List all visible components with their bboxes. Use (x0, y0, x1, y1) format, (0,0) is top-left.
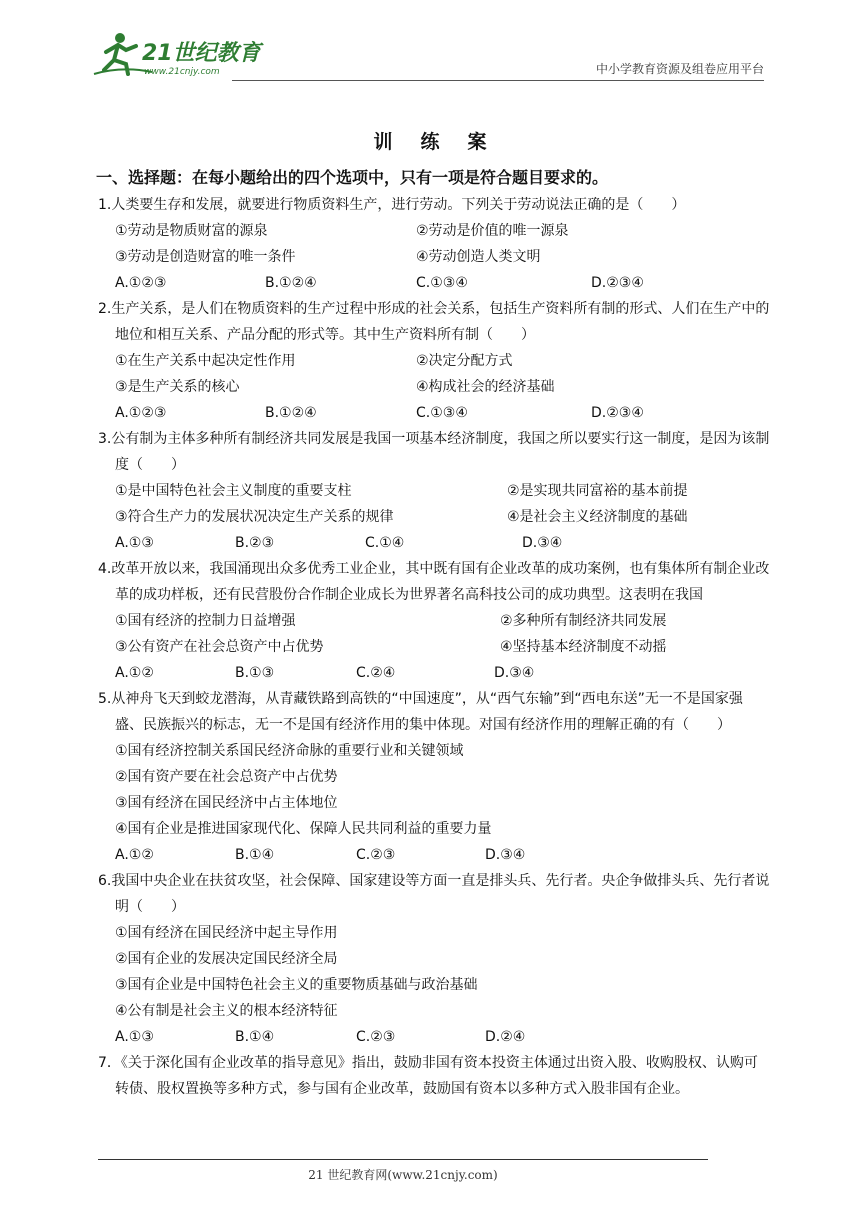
statement: ①国有经济控制关系国民经济命脉的重要行业和关键领域 (115, 743, 464, 759)
statement: ④坚持基本经济制度不动摇 (500, 639, 667, 655)
statement: ②国有资产要在社会总资产中占优势 (115, 769, 338, 785)
statement: ①国有经济在国民经济中起主导作用 (115, 925, 338, 941)
option-b: B.①④ (235, 1029, 275, 1045)
statement: ④公有制是社会主义的根本经济特征 (115, 1003, 338, 1019)
statement: ③符合生产力的发展状况决定生产关系的规律 (115, 509, 394, 525)
statement: ②决定分配方式 (416, 353, 513, 369)
question-stem: 2.生产关系，是人们在物质资料的生产过程中形成的社会关系，包括生产资料所有制的形式、人们在生产中的地位和相互关系、产品分配的形式等。其中生产资料所有制（ ） (98, 301, 770, 343)
statement: ②是实现共同富裕的基本前提 (507, 483, 688, 499)
option-b: B.①②④ (265, 275, 317, 291)
option-d: D.③④ (522, 535, 563, 551)
statement: ③劳动是创造财富的唯一条件 (115, 249, 296, 265)
option-c: C.②③ (356, 847, 396, 863)
option-a: A.①②③ (115, 275, 167, 291)
option-c: C.①③④ (416, 405, 468, 421)
option-d: D.③④ (494, 665, 535, 681)
option-d: D.②③④ (591, 405, 644, 421)
header-divider (232, 80, 764, 81)
statement: ①在生产关系中起决定性作用 (115, 353, 296, 369)
question-1 (98, 192, 770, 296)
question-stem: 1.人类要生存和发展，就要进行物质资料生产，进行劳动。下列关于劳动说法正确的是（ ） (98, 197, 686, 213)
footer-divider (98, 1159, 708, 1160)
statement: ④劳动创造人类文明 (416, 249, 541, 265)
statement: ③是生产关系的核心 (115, 379, 240, 395)
question-5 (98, 686, 770, 868)
question-3 (98, 426, 770, 556)
statement: ③国有经济在国民经济中占主体地位 (115, 795, 338, 811)
option-c: C.①③④ (416, 275, 468, 291)
statement: ③国有企业是中国特色社会主义的重要物质基础与政治基础 (115, 977, 478, 993)
option-b: B.②③ (235, 535, 275, 551)
statement: ②劳动是价值的唯一源泉 (416, 223, 569, 239)
svg-text:www.21cnjy.com: www.21cnjy.com (144, 67, 220, 77)
logo-21cnjy (92, 30, 272, 80)
statement: ④构成社会的经济基础 (416, 379, 555, 395)
statement: ①是中国特色社会主义制度的重要支柱 (115, 483, 352, 499)
question-stem: 4.改革开放以来，我国涌现出众多优秀工业企业，其中既有国有企业改革的成功案例，也有集体所有制企业改革的成功样板，还有民营股份合作制企业成长为世界著名高科技公司的成功典型。这表明在我国 (98, 561, 770, 603)
option-d: D.③④ (485, 847, 526, 863)
option-c: C.②④ (356, 665, 396, 681)
statement: ③公有资产在社会总资产中占优势 (115, 639, 324, 655)
section-heading: 一、选择题：在每小题给出的四个选项中，只有一项是符合题目要求的。 (96, 168, 609, 187)
statement: ④国有企业是推进国家现代化、保障人民共同利益的重要力量 (115, 821, 492, 837)
statement: ①劳动是物质财富的源泉 (115, 223, 268, 239)
option-c: C.①④ (365, 535, 405, 551)
option-a: A.①③ (115, 535, 154, 551)
option-d: D.②③④ (591, 275, 644, 291)
page-header (92, 30, 764, 80)
question-list (98, 192, 770, 1102)
question-6 (98, 868, 770, 1050)
option-b: B.①②④ (265, 405, 317, 421)
page-title: 训练案 (373, 131, 515, 153)
option-d: D.②④ (485, 1029, 526, 1045)
option-a: A.①② (115, 665, 154, 681)
option-b: B.①③ (235, 665, 275, 681)
question-stem: 7．《关于深化国有企业改革的指导意见》指出，鼓励非国有资本投资主体通过出资入股、收购股权、认购可转债、股权置换等多种方式，参与国有企业改革，鼓励国有资本以多种方式入股非国有企业。 (98, 1055, 758, 1097)
question-7 (98, 1050, 770, 1102)
question-stem: 3.公有制为主体多种所有制经济共同发展是我国一项基本经济制度，我国之所以要实行这一制度，是因为该制度（ ） (98, 431, 770, 473)
option-b: B.①④ (235, 847, 275, 863)
header-platform-text: 中小学教育资源及组卷应用平台 (595, 62, 764, 76)
option-a: A.①③ (115, 1029, 154, 1045)
statement: ②多种所有制经济共同发展 (500, 613, 667, 629)
option-a: A.①② (115, 847, 154, 863)
question-4 (98, 556, 770, 686)
statement: ②国有企业的发展决定国民经济全局 (115, 951, 338, 967)
statement: ①国有经济的控制力日益增强 (115, 613, 296, 629)
question-stem: 5.从神舟飞天到蛟龙潜海，从青藏铁路到高铁的“中国速度”，从“西气东输”到“西电东送”无一不是国家强盛、民族振兴的标志，无一不是国有经济作用的集中体现。对国有经济作用的理解正确的有（ ） (98, 691, 743, 733)
statement: ④是社会主义经济制度的基础 (507, 509, 688, 525)
option-c: C.②③ (356, 1029, 396, 1045)
question-stem: 6.我国中央企业在扶贫攻坚，社会保障、国家建设等方面一直是排头兵、先行者。央企争做排头兵、先行者说明（ ） (98, 873, 770, 915)
svg-text:21世纪教育: 21世纪教育 (142, 41, 261, 66)
option-a: A.①②③ (115, 405, 167, 421)
footer-text: 21 世纪教育网(www.21cnjy.com) (308, 1168, 498, 1182)
question-2 (98, 296, 770, 426)
